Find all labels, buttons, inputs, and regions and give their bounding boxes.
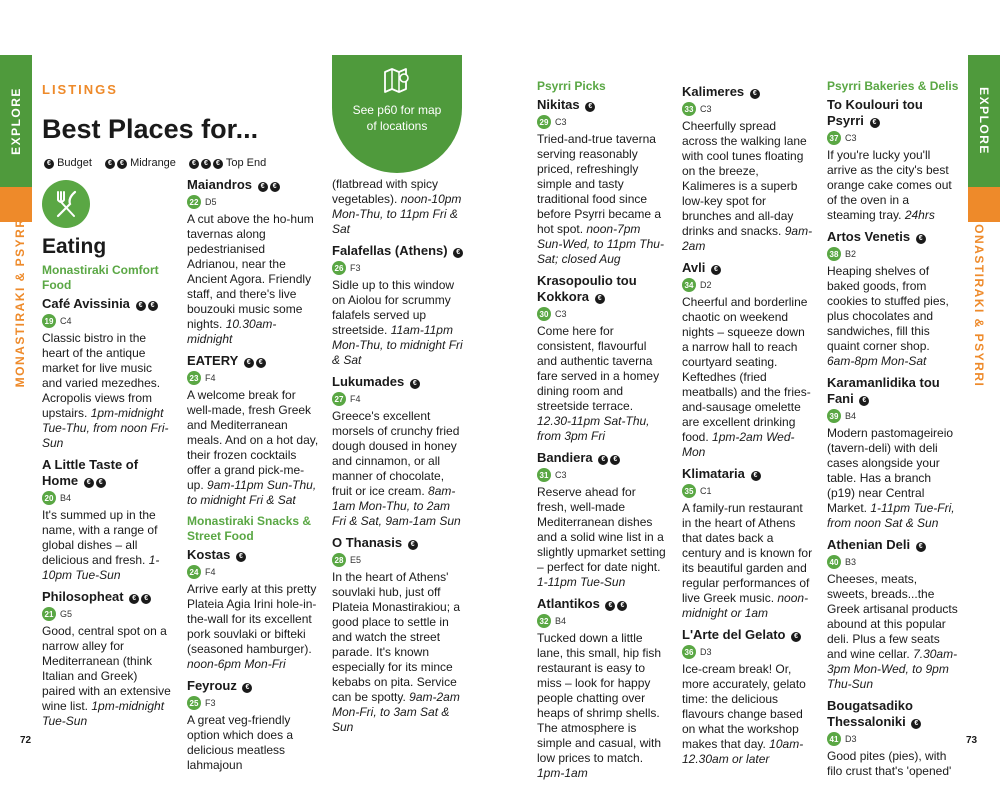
- listing-description: [682, 295, 814, 460]
- listing-name: [332, 535, 464, 551]
- price-indicator: [134, 296, 158, 311]
- euro-icon: €: [916, 542, 926, 552]
- map-reference: [187, 565, 319, 579]
- price-indicator: [127, 589, 151, 604]
- euro-icon: €: [136, 301, 146, 311]
- map-icon: [382, 65, 412, 95]
- description-text: Good pites (pies), with filo crust that's 'opened': [827, 749, 952, 778]
- section-heading-eating: Eating: [42, 235, 107, 258]
- price-indicator: [909, 714, 921, 729]
- description-text: A welcome break for well-made, fresh Greek and Mediterranean meals. And on a hot day, their frozen cocktails offer a grand pick-me-up.: [187, 388, 319, 492]
- page-title: Best Places for...: [42, 114, 259, 144]
- listing-title: Klimataria: [682, 466, 745, 481]
- euro-icon: €: [84, 478, 94, 488]
- map-grid-ref: C3: [700, 104, 712, 114]
- map-number-badge: 38: [827, 247, 841, 261]
- euro-icon: €: [453, 248, 463, 258]
- map-reference: [332, 261, 464, 275]
- map-grid-ref: C3: [555, 309, 567, 319]
- column-3: [332, 177, 464, 741]
- map-reference: [42, 491, 174, 505]
- price-indicator: [593, 289, 605, 304]
- map-number-badge: 31: [537, 468, 551, 482]
- listing-name: [42, 296, 174, 312]
- listings-label: LISTINGS: [42, 82, 118, 97]
- map-grid-ref: F4: [205, 567, 216, 577]
- listing-name: [682, 260, 814, 276]
- euro-icon: €: [213, 159, 223, 169]
- map-grid-ref: F4: [350, 394, 361, 404]
- euro-icon: €: [585, 102, 595, 112]
- euro-icon: €: [141, 594, 151, 604]
- listing-entry: [827, 375, 959, 531]
- map-reference: [682, 102, 814, 116]
- listing-description: [187, 582, 319, 672]
- listing-entry: [332, 535, 464, 735]
- map-number-badge: 24: [187, 565, 201, 579]
- map-reference: [187, 696, 319, 710]
- map-grid-ref: G5: [60, 609, 73, 619]
- map-grid-ref: B3: [845, 557, 857, 567]
- subsection-heading: Psyrri Bakeries & Delis: [827, 79, 959, 93]
- map-number-badge: 27: [332, 392, 346, 406]
- map-number-badge: 40: [827, 555, 841, 569]
- map-number-badge: 26: [332, 261, 346, 275]
- description-text: Cheeses, meats, sweets, breads...the Greek artisanal products abound at this popular deli. Plus a few seats and wine cellar.: [827, 572, 958, 661]
- continued-description: [332, 177, 464, 237]
- listing-name: [827, 375, 959, 407]
- listing-entry: [682, 627, 814, 767]
- listing-title: Bandiera: [537, 450, 593, 465]
- map-reference: [827, 732, 959, 746]
- listing-name: [682, 84, 814, 100]
- listing-title: Café Avissinia: [42, 296, 130, 311]
- price-indicator: [748, 84, 760, 99]
- description-text: Cheerful and borderline chaotic on weekend nights – squeeze down a narrow hall to reach courtyard seating. Keftedhes (fried meatballs) and the fries-and-sausage omelette are excellent drinking food.: [682, 295, 811, 444]
- euro-icon: €: [44, 159, 54, 169]
- map-grid-ref: C3: [555, 470, 567, 480]
- listing-title: To Koulouri tou Psyrri: [827, 97, 923, 128]
- description-text: It's summed up in the name, with a range of global dishes – all delicious and fresh.: [42, 508, 158, 567]
- euro-icon: €: [410, 379, 420, 389]
- euro-icon: €: [791, 632, 801, 642]
- map-grid-ref: F4: [205, 373, 216, 383]
- listing-description: [682, 119, 814, 254]
- opening-hours: 1-11pm Tue-Sun: [537, 575, 626, 589]
- listing-description: [42, 508, 174, 583]
- map-reference: [537, 307, 669, 321]
- continued-text: (flatbread with spicy vegetables).: [332, 177, 439, 206]
- listing-entry: [187, 678, 319, 773]
- map-number-badge: 28: [332, 553, 346, 567]
- explore-tab-label: EXPLORE: [9, 87, 23, 155]
- map-number-badge: 41: [827, 732, 841, 746]
- map-grid-ref: B2: [845, 249, 857, 259]
- listing-entry: [537, 273, 669, 444]
- listing-description: [187, 212, 319, 347]
- listing-description: [537, 132, 669, 267]
- opening-hours: 7.30am-3pm Mon-Wed, to 9pm Thu-Sun: [827, 647, 958, 691]
- opening-hours: 1pm-2am Wed-Mon: [682, 430, 795, 459]
- listing-entry: [187, 547, 319, 672]
- euro-icon: €: [201, 159, 211, 169]
- listing-title: Kostas: [187, 547, 231, 562]
- price-legend: [42, 157, 266, 169]
- map-grid-ref: E5: [350, 555, 362, 565]
- euro-icon: €: [96, 478, 106, 488]
- map-reference: [42, 607, 174, 621]
- map-reference: [682, 484, 814, 498]
- left-explore-tab: [0, 55, 32, 187]
- price-indicator: [583, 97, 595, 112]
- column-2: [187, 177, 319, 779]
- listing-description: [827, 426, 959, 531]
- listing-entry: [537, 97, 669, 267]
- listing-title: Kalimeres: [682, 84, 745, 99]
- price-indicator: [596, 450, 620, 465]
- listing-name: [187, 678, 319, 694]
- listing-title: Philosopheat: [42, 589, 124, 604]
- euro-icon: €: [751, 471, 761, 481]
- opening-hours: 24hrs: [904, 208, 935, 222]
- listing-title: Krasopoulio tou Kokkora: [537, 273, 637, 304]
- opening-hours: noon-7pm Sun-Wed, to 11pm Thu-Sat; closed Aug: [537, 222, 664, 266]
- price-indicator: [914, 229, 926, 244]
- listing-entry: [42, 589, 174, 729]
- description-text: Cheerfully spread across the walking lane with cool tunes floating on the breeze, Kalimeres is a superb low-key spot for brunches and all-day drinks and snacks.: [682, 119, 807, 238]
- description-text: Tried-and-true taverna serving reasonably priced, refreshingly simple and tasty traditional food since before Psyrri became a hot spot.: [537, 132, 662, 236]
- description-text: Tucked down a little lane, this small, hip fish restaurant is easy to miss – look for happy people chatting over heaps of shrimp shells. The atmosphere is simple and casual, with low prices to match.: [537, 631, 662, 765]
- description-text: Modern pastomageireio (tavern-deli) with deli cases alongside your table. Has a branch (p19) near Central Market.: [827, 426, 954, 515]
- euro-icon: €: [270, 182, 280, 192]
- opening-hours: 8am-1am Mon-Thu, to 2am Fri & Sat, 9am-1am Sun: [332, 484, 461, 528]
- map-grid-ref: B4: [60, 493, 72, 503]
- map-number-badge: 39: [827, 409, 841, 423]
- listing-entry: [537, 596, 669, 781]
- euro-icon: €: [129, 594, 139, 604]
- euro-icon: €: [711, 265, 721, 275]
- listing-name: [827, 229, 959, 245]
- legend-budget: Budget: [57, 157, 92, 169]
- listing-name: [827, 537, 959, 553]
- map-grid-ref: D2: [700, 280, 712, 290]
- map-number-badge: 36: [682, 645, 696, 659]
- description-text: Classic bistro in the heart of the antique market for live music and varied mezedhes. Acropolis views from upstairs.: [42, 331, 161, 420]
- listing-description: [827, 148, 959, 223]
- euro-icon: €: [258, 182, 268, 192]
- map-reference: [827, 131, 959, 145]
- column-6: [827, 79, 959, 785]
- description-text: If you're lucky you'll arrive as the city's best orange cake comes out of the oven in a steaming tray.: [827, 148, 952, 222]
- subsection-heading: Monastiraki Comfort Food: [42, 263, 159, 292]
- map-note-badge: [332, 55, 462, 173]
- map-number-badge: 32: [537, 614, 551, 628]
- euro-icon: €: [244, 358, 254, 368]
- map-number-badge: 33: [682, 102, 696, 116]
- map-reference: [827, 247, 959, 261]
- price-indicator: [234, 547, 246, 562]
- legend-midrange: Midrange: [130, 157, 176, 169]
- legend-topend: Top End: [225, 157, 267, 169]
- map-reference: [332, 553, 464, 567]
- map-number-badge: 25: [187, 696, 201, 710]
- column-1: [42, 263, 174, 735]
- listing-description: [42, 331, 174, 451]
- listing-description: [187, 713, 319, 773]
- listing-name: [682, 466, 814, 482]
- price-indicator: [603, 596, 627, 611]
- listing-title: Maiandros: [187, 177, 253, 192]
- opening-hours: 10am-12.30am or later: [682, 737, 804, 766]
- euro-icon: €: [595, 294, 605, 304]
- listing-entry: [682, 466, 814, 621]
- map-number-badge: 30: [537, 307, 551, 321]
- price-indicator: [789, 627, 801, 642]
- map-reference: [827, 555, 959, 569]
- listing-entry: [42, 296, 174, 451]
- listing-description: [537, 324, 669, 444]
- description-text: Good, central spot on a narrow alley for Mediterranean (think Italian and Greek) paired with an extensive wine list.: [42, 624, 171, 713]
- listing-name: [537, 596, 669, 612]
- map-reference: [332, 392, 464, 406]
- euro-icon: €: [870, 118, 880, 128]
- listing-description: [827, 749, 959, 779]
- listing-name: [42, 457, 174, 489]
- description-text: Greece's excellent morsels of crunchy fried dough doused in honey and cinnamon, or all manner of chocolate, fruit or ice cream.: [332, 409, 460, 498]
- map-number-badge: 20: [42, 491, 56, 505]
- opening-hours: 6am-8pm Mon-Sat: [827, 354, 927, 368]
- map-grid-ref: D5: [205, 197, 217, 207]
- price-indicator: [857, 391, 869, 406]
- description-text: Sidle up to this window on Aiolou for scrummy falafels served up streetside.: [332, 278, 455, 337]
- listing-description: [827, 264, 959, 369]
- page-number-left: 72: [20, 735, 32, 746]
- listing-name: [827, 97, 959, 129]
- euro-icon: €: [750, 89, 760, 99]
- opening-hours: 1pm-midnight Tue-Thu, from noon Fri-Sun: [42, 406, 169, 450]
- description-text: A great veg-friendly option which does a delicious meatless lahmajoun: [187, 713, 294, 772]
- listing-title: L'Arte del Gelato: [682, 627, 786, 642]
- listing-entry: [827, 229, 959, 369]
- opening-hours: noon-6pm Mon-Fri: [187, 657, 286, 671]
- listing-title: Athenian Deli: [827, 537, 911, 552]
- listing-name: [187, 547, 319, 563]
- map-grid-ref: D3: [700, 647, 712, 657]
- euro-icon: €: [148, 301, 158, 311]
- right-area-label: MONASTIRAKI & PSYRRI: [972, 212, 986, 388]
- opening-hours: noon-midnight or 1am: [682, 591, 809, 620]
- listing-description: [332, 570, 464, 735]
- description-text: Ice-cream break! Or, more accurately, gelato time: the delicious flavours change based on what the workshop makes that day.: [682, 662, 806, 751]
- price-indicator: [749, 466, 761, 481]
- listing-description: [332, 409, 464, 529]
- listing-name: [827, 698, 959, 730]
- subsection-heading: Monastiraki Snacks & Street Food: [187, 514, 312, 543]
- price-indicator: [256, 177, 280, 192]
- euro-icon: €: [117, 159, 127, 169]
- description-text: A cut above the ho-hum tavernas along pedestrianised Adrianou, near the Ancient Agora. Friendly staff, and there's live bouzouki music some nights.: [187, 212, 314, 331]
- map-reference: [537, 468, 669, 482]
- price-indicator: [242, 353, 266, 368]
- column-5: [682, 84, 814, 773]
- euro-icon: €: [859, 396, 869, 406]
- listing-name: [187, 177, 319, 193]
- map-number-badge: 22: [187, 195, 201, 209]
- euro-icon: €: [242, 683, 252, 693]
- listing-entry: [537, 450, 669, 590]
- listing-title: Atlantikos: [537, 596, 600, 611]
- price-indicator: [408, 374, 420, 389]
- price-indicator: [868, 113, 880, 128]
- listing-entry: [827, 97, 959, 223]
- listing-title: A Little Taste of Home: [42, 457, 139, 488]
- opening-hours: noon-10pm Mon-Thu, to 11pm Fri & Sat: [332, 192, 462, 236]
- listing-entry: [332, 243, 464, 368]
- listing-entry: [827, 537, 959, 692]
- listing-description: [682, 662, 814, 767]
- euro-icon: €: [911, 719, 921, 729]
- map-number-badge: 29: [537, 115, 551, 129]
- euro-icon: €: [916, 234, 926, 244]
- listing-title: Lukumades: [332, 374, 405, 389]
- price-indicator: [406, 535, 418, 550]
- price-indicator: [709, 260, 721, 275]
- listing-description: [332, 278, 464, 368]
- listing-entry: [187, 177, 319, 347]
- map-reference: [682, 645, 814, 659]
- listing-entry: [682, 84, 814, 254]
- opening-hours: 1-10pm Tue-Sun: [42, 553, 160, 582]
- euro-icon: €: [598, 455, 608, 465]
- listing-name: [332, 374, 464, 390]
- euro-icon: €: [236, 552, 246, 562]
- listing-name: [682, 627, 814, 643]
- listing-title: O Thanasis: [332, 535, 403, 550]
- map-reference: [827, 409, 959, 423]
- listing-title: Bougatsadiko Thessaloniki: [827, 698, 913, 729]
- listing-entry: [332, 374, 464, 529]
- opening-hours: 1-11pm Tue-Fri, from noon Sat & Sun: [827, 501, 955, 530]
- map-reference: [682, 278, 814, 292]
- description-text: Come here for consistent, flavourful and authentic taverna fare served in a homey dining room and streetside terrace.: [537, 324, 660, 413]
- listing-name: [332, 243, 464, 259]
- listing-name: [537, 97, 669, 113]
- listing-description: [537, 485, 669, 590]
- listing-entry: [187, 353, 319, 508]
- opening-hours: 9am-11pm Sun-Thu, to midnight Fri & Sat: [187, 478, 317, 507]
- listing-title: Falafellas (Athens): [332, 243, 448, 258]
- map-grid-ref: F3: [350, 263, 361, 273]
- description-text: Arrive early at this pretty Plateia Agia Irini hole-in-the-wall for its excellent pork souvlaki or bifteki (seasoned hamburger).: [187, 582, 317, 656]
- euro-icon: €: [408, 540, 418, 550]
- listing-name: [42, 589, 174, 605]
- map-reference: [537, 614, 669, 628]
- opening-hours: 9am-2am: [682, 224, 813, 253]
- map-reference: [187, 371, 319, 385]
- page-number-right: 73: [966, 735, 978, 746]
- map-grid-ref: C3: [555, 117, 567, 127]
- listing-entry: [827, 698, 959, 779]
- euro-icon: €: [189, 159, 199, 169]
- subsection-heading: Psyrri Picks: [537, 79, 606, 93]
- right-explore-tab: [968, 55, 1000, 187]
- map-grid-ref: C4: [60, 316, 72, 326]
- description-text: In the heart of Athens' souvlaki hub, just off Plateia Monastirakiou; a good place to settle in and watch the street parade. It's known especially for its mince kebabs on pita. Service can be spotty.: [332, 570, 461, 704]
- listing-title: Artos Venetis: [827, 229, 911, 244]
- fork-knife-icon: [42, 180, 90, 228]
- column-4: [537, 79, 669, 787]
- opening-hours: 11am-11pm Mon-Thu, to midnight Fri & Sat: [332, 323, 463, 367]
- listing-name: [187, 353, 319, 369]
- listing-description: [42, 624, 174, 729]
- left-area-label: MONASTIRAKI & PSYRRI: [13, 212, 27, 388]
- map-number-badge: 37: [827, 131, 841, 145]
- listing-name: [537, 450, 669, 466]
- map-grid-ref: F3: [205, 698, 216, 708]
- listing-description: [827, 572, 959, 692]
- listing-title: EATERY: [187, 353, 239, 368]
- listing-description: [682, 501, 814, 621]
- listing-description: [537, 631, 669, 781]
- listing-entry: [682, 260, 814, 460]
- price-indicator: [240, 678, 252, 693]
- description-text: A family-run restaurant in the heart of Athens that dates back a century and is known for its beautiful garden and regular performances of live Greek music.: [682, 501, 813, 605]
- listing-title: Karamanlidika tou Fani: [827, 375, 940, 406]
- map-grid-ref: B4: [555, 616, 567, 626]
- map-note-text: See p60 for map of locations: [352, 103, 442, 133]
- map-grid-ref: B4: [845, 411, 857, 421]
- euro-icon: €: [256, 358, 266, 368]
- opening-hours: 1pm-1am: [537, 766, 588, 780]
- listing-title: Feyrouz: [187, 678, 237, 693]
- listing-description: [187, 388, 319, 508]
- euro-icon: €: [105, 159, 115, 169]
- map-grid-ref: C3: [845, 133, 857, 143]
- listing-name: [537, 273, 669, 305]
- listing-title: Nikitas: [537, 97, 580, 112]
- map-reference: [537, 115, 669, 129]
- map-number-badge: 21: [42, 607, 56, 621]
- map-number-badge: 19: [42, 314, 56, 328]
- listing-entry: [42, 457, 174, 583]
- map-reference: [187, 195, 319, 209]
- opening-hours: 12.30-11pm Sat-Thu, from 3pm Fri: [537, 414, 650, 443]
- explore-tab-label-right: EXPLORE: [977, 87, 991, 155]
- map-number-badge: 34: [682, 278, 696, 292]
- listing-title: Avli: [682, 260, 706, 275]
- map-number-badge: 35: [682, 484, 696, 498]
- euro-icon: €: [617, 601, 627, 611]
- description-text: Reserve ahead for fresh, well-made Mediterranean dishes and a solid wine list in a slightly upmarket setting – perfect for date night.: [537, 485, 666, 574]
- map-grid-ref: C1: [700, 486, 712, 496]
- map-grid-ref: D3: [845, 734, 857, 744]
- opening-hours: 10.30am-midnight: [187, 317, 277, 346]
- opening-hours: 1pm-midnight Tue-Sun: [42, 699, 165, 728]
- price-indicator: [82, 473, 106, 488]
- opening-hours: 9am-2am Mon-Fri, to 3am Sat & Sun: [332, 690, 460, 734]
- price-indicator: [914, 537, 926, 552]
- map-reference: [42, 314, 174, 328]
- price-indicator: [451, 243, 463, 258]
- euro-icon: €: [610, 455, 620, 465]
- map-number-badge: 23: [187, 371, 201, 385]
- description-text: Heaping shelves of baked goods, from cookies to stuffed pies, plus chocolates and sandwiches, fill this quaint corner shop.: [827, 264, 949, 353]
- euro-icon: €: [605, 601, 615, 611]
